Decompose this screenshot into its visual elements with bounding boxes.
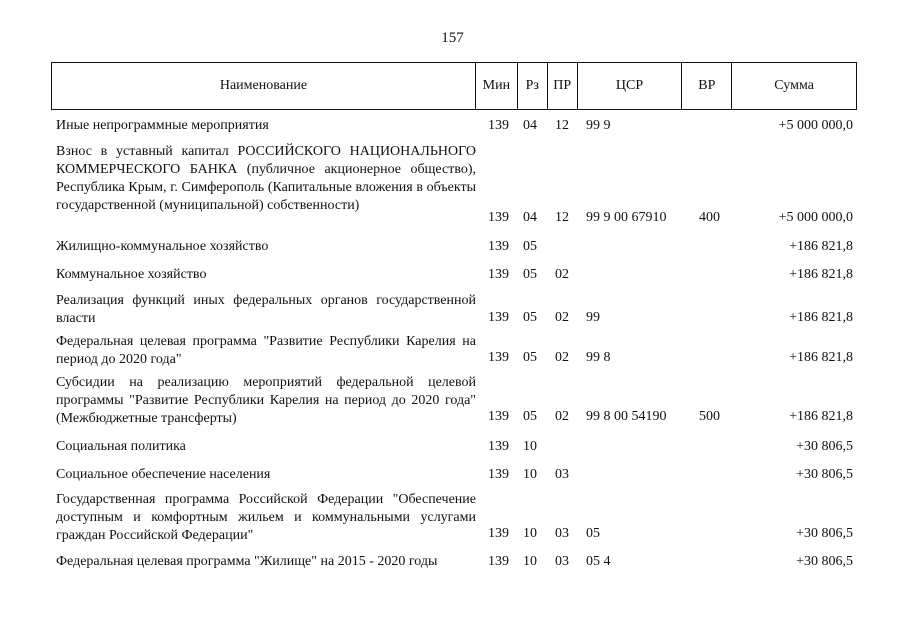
row-pr: 03 <box>555 467 569 482</box>
row-name: Социальная политика <box>56 439 186 454</box>
row-min: 139 <box>488 350 509 365</box>
row-min: 139 <box>488 267 509 282</box>
row-csr: 99 9 00 67910 <box>586 210 667 225</box>
row-name: Федеральная целевая программа "Развитие Республики Карелия на период до 2020 года" <box>56 334 476 367</box>
row-vr: 500 <box>699 409 720 424</box>
row-name: Государственная программа Российской Федерации "Обеспечение доступным и комфортным жильем и коммунальными услугами граждан Российской Федерации" <box>56 492 476 543</box>
row-name: Иные непрограммные мероприятия <box>56 118 269 133</box>
row-pr: 12 <box>555 210 569 225</box>
row-vr: 400 <box>699 210 720 225</box>
row-csr: 05 4 <box>586 554 611 569</box>
row-min: 139 <box>488 554 509 569</box>
header-min: Мин <box>476 63 518 109</box>
row-min: 139 <box>488 118 509 133</box>
row-pr: 02 <box>555 350 569 365</box>
row-sum: +30 806,5 <box>796 467 853 482</box>
row-rz: 04 <box>523 210 537 225</box>
row-pr: 02 <box>555 310 569 325</box>
row-name: Федеральная целевая программа "Жилище" на 2015 - 2020 годы <box>56 554 438 569</box>
table-header <box>51 62 857 110</box>
row-rz: 05 <box>523 350 537 365</box>
row-name: Взнос в уставный капитал РОССИЙСКОГО НАЦИОНАЛЬНОГО КОММЕРЧЕСКОГО БАНКА (публичное акционерное общество), Республика Крым, г. Симферополь (Капитальные вложения в объекты государственной (муниципальной) собственности) <box>56 144 476 213</box>
row-rz: 10 <box>523 526 537 541</box>
page-number: 157 <box>441 30 464 46</box>
header-csr: ЦСР <box>578 63 683 109</box>
row-rz: 10 <box>523 439 537 454</box>
row-sum: +186 821,8 <box>789 350 853 365</box>
row-rz: 05 <box>523 267 537 282</box>
row-pr: 02 <box>555 409 569 424</box>
row-sum: +186 821,8 <box>789 267 853 282</box>
row-rz: 05 <box>523 239 537 254</box>
row-rz: 05 <box>523 409 537 424</box>
header-pr: ПР <box>548 63 578 109</box>
row-pr: 03 <box>555 526 569 541</box>
row-sum: +30 806,5 <box>796 526 853 541</box>
row-sum: +5 000 000,0 <box>778 210 853 225</box>
row-pr: 03 <box>555 554 569 569</box>
row-min: 139 <box>488 409 509 424</box>
row-min: 139 <box>488 210 509 225</box>
row-rz: 10 <box>523 554 537 569</box>
row-sum: +186 821,8 <box>789 239 853 254</box>
row-csr: 99 <box>586 310 600 325</box>
row-name: Жилищно-коммунальное хозяйство <box>56 239 269 254</box>
header-vr: ВР <box>682 63 732 109</box>
row-name: Субсидии на реализацию мероприятий федеральной целевой программы "Развитие Республики Карелия на период до 2020 года" (Межбюджетные трансферты) <box>56 375 476 426</box>
row-min: 139 <box>488 526 509 541</box>
row-sum: +30 806,5 <box>796 439 853 454</box>
row-min: 139 <box>488 310 509 325</box>
row-csr: 99 9 <box>586 118 611 133</box>
row-pr: 02 <box>555 267 569 282</box>
row-rz: 10 <box>523 467 537 482</box>
row-sum: +186 821,8 <box>789 310 853 325</box>
row-name: Коммунальное хозяйство <box>56 267 207 282</box>
row-rz: 05 <box>523 310 537 325</box>
row-csr: 99 8 00 54190 <box>586 409 667 424</box>
row-min: 139 <box>488 439 509 454</box>
row-csr: 05 <box>586 526 600 541</box>
header-name: Наименование <box>52 63 476 109</box>
row-pr: 12 <box>555 118 569 133</box>
row-min: 139 <box>488 239 509 254</box>
row-min: 139 <box>488 467 509 482</box>
row-name: Реализация функций иных федеральных органов государственной власти <box>56 293 476 326</box>
row-sum: +5 000 000,0 <box>778 118 853 133</box>
row-name: Социальное обеспечение населения <box>56 467 271 482</box>
header-rz: Рз <box>518 63 548 109</box>
header-sum: Сумма <box>774 78 814 93</box>
row-rz: 04 <box>523 118 537 133</box>
row-csr: 99 8 <box>586 350 611 365</box>
row-sum: +186 821,8 <box>789 409 853 424</box>
row-sum: +30 806,5 <box>796 554 853 569</box>
